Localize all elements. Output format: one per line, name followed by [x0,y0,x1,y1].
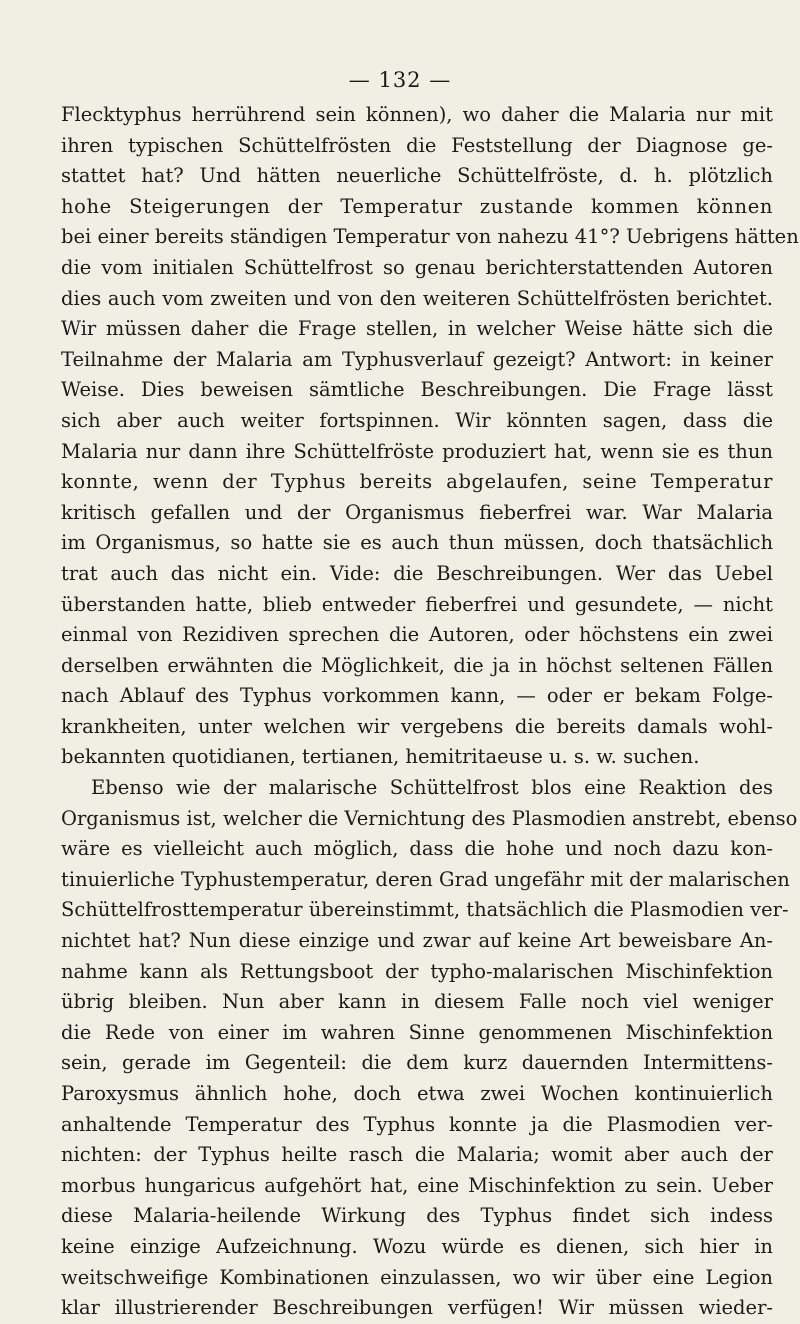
text-line: konnte, wenn der Typhus bereits abgelaufen, seine Temperatur [61,470,773,494]
text-line: keine einzige Aufzeichnung. Wozu würde es dienen, sich hier in [61,1234,773,1258]
text-line: nichten: der Typhus heilte rasch die Malaria; womit aber auch der [61,1143,773,1167]
text-line: klar illustrierender Beschreibungen verfügen! Wir müssen wieder- [61,1296,773,1320]
text-line: wäre es vielleicht auch möglich, dass die hohe und noch dazu kon- [61,837,773,861]
text-line: überstanden hatte, blieb entweder fieberfrei und gesundete, — nicht [61,592,773,616]
text-line: Schüttelfrosttemperatur übereinstimmt, thatsächlich die Plasmodien ver- [61,898,789,922]
text-line: Flecktyphus herrührend sein können), wo daher die Malaria nur mit [61,103,773,126]
text-line: morbus hungaricus aufgehört hat, eine Mischinfektion zu sein. Ueber [61,1173,773,1197]
text-line: sein, gerade im Gegenteil: die dem kurz dauernden Intermittens- [61,1051,773,1075]
text-line: Organismus ist, welcher die Vernichtung des Plasmodien anstrebt, ebenso [61,806,798,830]
text-line: krankheiten, unter welchen wir vergebens die bereits damals wohl- [61,714,773,738]
text-line: diese Malaria-heilende Wirkung des Typhus findet sich indess [61,1204,773,1228]
text-line: Malaria nur dann ihre Schüttelfröste produziert hat, wenn sie es thun [61,439,773,463]
text-line: bekannten quotidianen, tertianen, hemitritaeuse u. s. w. suchen. [61,745,700,769]
text-line: Ebenso wie der malarische Schüttelfrost blos eine Reaktion des [91,776,773,800]
text-line: anhaltende Temperatur des Typhus konnte ja die Plasmodien ver- [61,1112,773,1136]
text-line: Paroxysmus ähnlich hohe, doch etwa zwei Wochen kontinuierlich [61,1082,773,1105]
text-line: Teilnahme der Malaria am Typhusverlauf gezeigt? Antwort: in keiner [61,347,773,371]
text-line: stattet hat? Und hätten neuerliche Schüttelfröste, d. h. plötzlich [61,164,773,188]
text-line: einmal von Rezidiven sprechen die Autoren, oder höchstens ein zwei [61,623,773,647]
text-line: sich aber auch weiter fortspinnen. Wir könnten sagen, dass die [61,408,773,432]
text-line: bei einer bereits ständigen Temperatur von nahezu 41°? Uebrigens hätten [61,225,799,249]
page-number: — 132 — [348,68,452,92]
text-line: ihren typischen Schüttelfrösten die Feststellung der Diagnose ge- [61,133,773,157]
text-line: trat auch das nicht ein. Vide: die Beschreibungen. Wer das Uebel [61,561,773,585]
text-line: nahme kann als Rettungsboot der typho-malarischen Mischinfektion [61,959,773,983]
text-line: dies auch vom zweiten und von den weiteren Schüttelfrösten berichtet. [61,286,773,310]
text-line: tinuierliche Typhustemperatur, deren Grad ungefähr mit der malarischen [61,867,790,891]
text-line: im Organismus, so hatte sie es auch thun müssen, doch thatsächlich [61,531,773,555]
text-line: weitschweifige Kombinationen einzulassen, wo wir über eine Legion [61,1265,773,1289]
text-line: übrig bleiben. Nun aber kann in diesem Falle noch viel weniger [61,990,773,1014]
body-text [61,100,799,1324]
text-line: hohe Steigerungen der Temperatur zustande kommen können [61,194,773,218]
text-line: Wir müssen daher die Frage stellen, in welcher Weise hätte sich die [61,317,773,341]
text-line: die Rede von einer im wahren Sinne genommenen Mischinfektion [61,1020,773,1044]
text-line: nichtet hat? Nun diese einzige und zwar auf keine Art beweisbare An- [61,929,773,953]
text-line: Weise. Dies beweisen sämtliche Beschreibungen. Die Frage lässt [61,378,773,402]
text-line: nach Ablauf des Typhus vorkommen kann, — oder er bekam Folge- [61,684,773,708]
text-line: kritisch gefallen und der Organismus fieberfrei war. War Malaria [61,500,773,524]
text-line: derselben erwähnten die Möglichkeit, die ja in höchst seltenen Fällen [61,653,773,677]
text-line: die vom initialen Schüttelfrost so genau berichterstattenden Autoren [61,255,773,279]
